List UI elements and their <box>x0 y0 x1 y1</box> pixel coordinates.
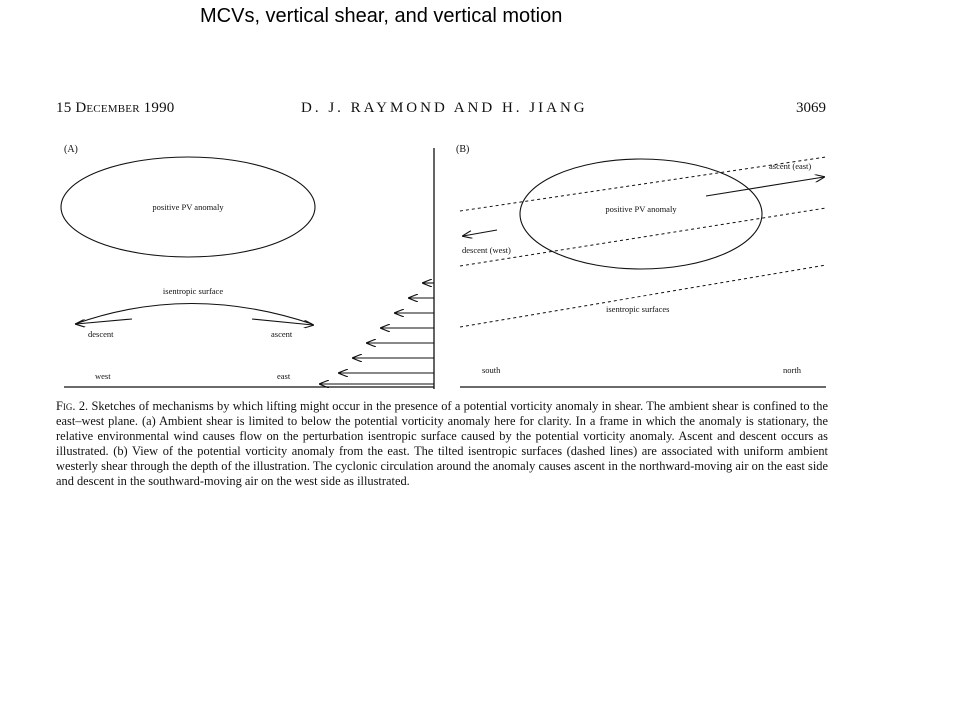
panel-b-ascent-arrow <box>706 177 824 196</box>
panel-b-surfaces-label: isentropic surfaces <box>606 304 670 314</box>
caption-figure-label: Fig. 2. <box>56 399 89 413</box>
panel-b-south-label: south <box>482 365 501 375</box>
panel-a-descent-label: descent <box>88 329 114 339</box>
slide-title: MCVs, vertical shear, and vertical motion <box>200 5 563 27</box>
panel-b-isentropic-line-3 <box>460 265 826 327</box>
panel-b-isentropic-line-2 <box>460 208 826 266</box>
panel-b-descent-arrow <box>463 230 497 236</box>
journal-date: 15 December 1990 <box>56 100 175 116</box>
caption-text: Sketches of mechanisms by which lifting might occur in the presence of a potential vorticity anomaly in shear. The ambient shear is confined to the east–west plane. (a) Ambient shear is limited to below the potential vorticity anomaly here for clarity. In a frame in which the anomaly is stationary, the relative environmental wind causes flow on the perturbation isentropic surface caused by the potential vorticity anomaly. Ascent and descent occurs as illustrated. (b) View of the potential vorticity anomaly from the east. The tilted isentropic surfaces (dashed lines) are associated with uniform ambient westerly shear through the depth of the illustration. The cyclonic circulation around the anomaly causes ascent in the northward-moving air on the east side and descent in the southward-moving air on the west side as illustrated. <box>56 399 828 488</box>
panel-b-descent-label: descent (west) <box>462 245 511 255</box>
panel-b <box>456 144 826 387</box>
panel-a-label: (A) <box>64 144 78 155</box>
panel-b-ascent-label: ascent (east) <box>769 161 812 171</box>
panel-b-north-label: north <box>783 365 801 375</box>
panel-a-west-label: west <box>95 371 111 381</box>
figure-caption <box>56 399 828 489</box>
panel-a-surface-label: isentropic surface <box>162 286 224 296</box>
panel-a <box>61 144 434 389</box>
journal-authors: D. J. RAYMOND AND H. JIANG <box>301 100 588 116</box>
panel-a-anomaly-label: positive PV anomaly <box>152 202 224 212</box>
panel-a-descent-arrow <box>76 319 132 324</box>
panel-a-shear-profile <box>320 283 434 384</box>
panel-b-label: (B) <box>456 144 470 155</box>
panel-b-pv-anomaly-ellipse <box>520 159 762 269</box>
panel-a-ascent-label: ascent <box>271 329 293 339</box>
panel-b-anomaly-label: positive PV anomaly <box>605 204 677 214</box>
panel-a-east-label: east <box>277 371 291 381</box>
journal-page-number: 3069 <box>796 100 826 116</box>
panel-a-ascent-arrow <box>252 319 313 325</box>
